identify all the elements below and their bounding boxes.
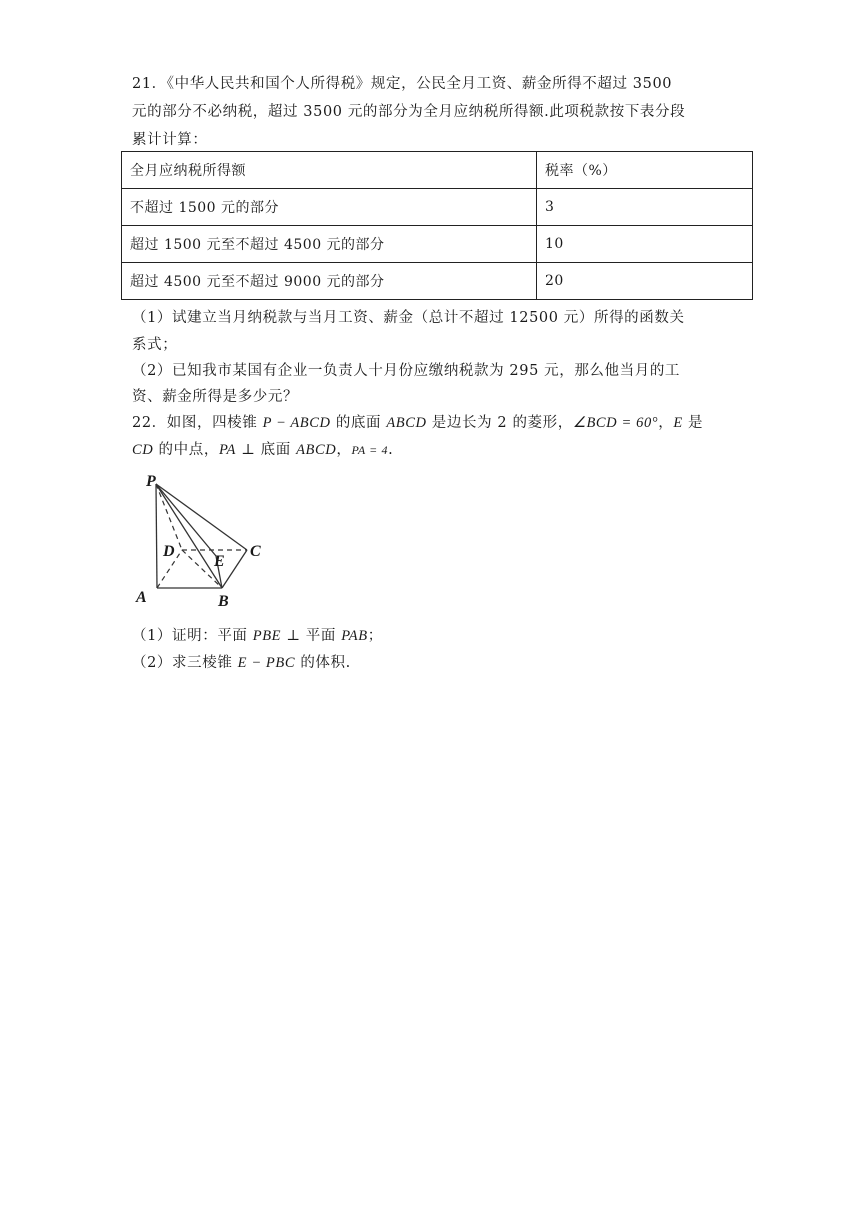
- q22-text: ，: [336, 442, 352, 458]
- q21-line-3: 累计计算：: [132, 132, 208, 148]
- math-expr: PAB: [341, 628, 368, 644]
- q22-line-1: [132, 411, 703, 432]
- q22-part2: [132, 651, 351, 672]
- label-D: D: [163, 543, 175, 560]
- edge-BC: [222, 550, 247, 588]
- math-expr: CD: [132, 442, 154, 458]
- q22-text: （2）求三棱锥: [132, 655, 238, 671]
- edge-PC: [156, 484, 247, 550]
- table-header-rate: 税率（%）: [537, 152, 753, 189]
- math-expr: ABCD: [386, 415, 427, 431]
- q21-part2-line-2: 资、薪金所得是多少元？: [132, 389, 299, 405]
- q21-part2-line-1: （2）已知我市某国有企业一负责人十月份应缴纳税款为 295 元，那么他当月的工: [132, 363, 681, 379]
- table-header-income: 全月应纳税所得额: [122, 152, 537, 189]
- label-P: P: [146, 473, 156, 490]
- q22-text: ，: [658, 415, 674, 431]
- q22-text: （1）证明：平面: [132, 628, 253, 644]
- label-C: C: [250, 543, 261, 560]
- q22-text: 的底面: [330, 415, 387, 431]
- tax-rate-table: [121, 151, 753, 300]
- q22-text: 是: [682, 415, 704, 431]
- q21-line-1: 21．《中华人民共和国个人所得税》规定，公民全月工资、薪金所得不超过 3500: [132, 76, 673, 92]
- table-header-row: [122, 152, 753, 189]
- q22-number: 22．: [132, 415, 167, 431]
- math-expr: PBE: [252, 628, 282, 644]
- table-row: [122, 263, 753, 300]
- q22-text: 的中点，: [153, 442, 219, 458]
- math-expr: E − PBC: [237, 655, 296, 671]
- table-row: [122, 226, 753, 263]
- q21-part1-line-2: 系式；: [132, 337, 178, 353]
- math-expr: ABCD: [296, 442, 337, 458]
- math-expr: PA = 4: [351, 443, 389, 457]
- table-row: [122, 189, 753, 226]
- math-expr: ∠BCD = 60°: [572, 415, 659, 431]
- q22-text: ⊥ 底面: [236, 442, 297, 458]
- q22-text: .: [388, 442, 394, 458]
- pyramid-figure: [130, 470, 280, 610]
- q22-text: 如图，四棱锥: [166, 415, 263, 431]
- table-cell: 3: [537, 189, 753, 226]
- q22-text: ⊥ 平面: [281, 628, 342, 644]
- table-cell: 不超过 1500 元的部分: [122, 189, 537, 226]
- table-cell: 超过 1500 元至不超过 4500 元的部分: [122, 226, 537, 263]
- q22-text: 的体积.: [295, 655, 351, 671]
- q22-part1: [132, 624, 383, 645]
- math-expr: P − ABCD: [262, 415, 331, 431]
- math-expr: PA: [218, 442, 236, 458]
- math-expr: E: [673, 415, 683, 431]
- q22-text: ；: [367, 628, 383, 644]
- edge-PB: [156, 484, 222, 588]
- table-cell: 10: [537, 226, 753, 263]
- label-B: B: [218, 593, 229, 610]
- q22-line-2: [132, 438, 393, 459]
- table-cell: 20: [537, 263, 753, 300]
- table-cell: 超过 4500 元至不超过 9000 元的部分: [122, 263, 537, 300]
- label-A: A: [136, 589, 147, 606]
- q21-line-2: 元的部分不必纳税，超过 3500 元的部分为全月应纳税所得额.此项税款按下表分段: [132, 104, 686, 120]
- q22-text: 是边长为 2 的菱形，: [426, 415, 573, 431]
- edge-PA: [156, 484, 157, 588]
- q21-part1-line-1: （1）试建立当月纳税款与当月工资、薪金（总计不超过 12500 元）所得的函数关: [132, 310, 685, 326]
- label-E: E: [214, 553, 225, 570]
